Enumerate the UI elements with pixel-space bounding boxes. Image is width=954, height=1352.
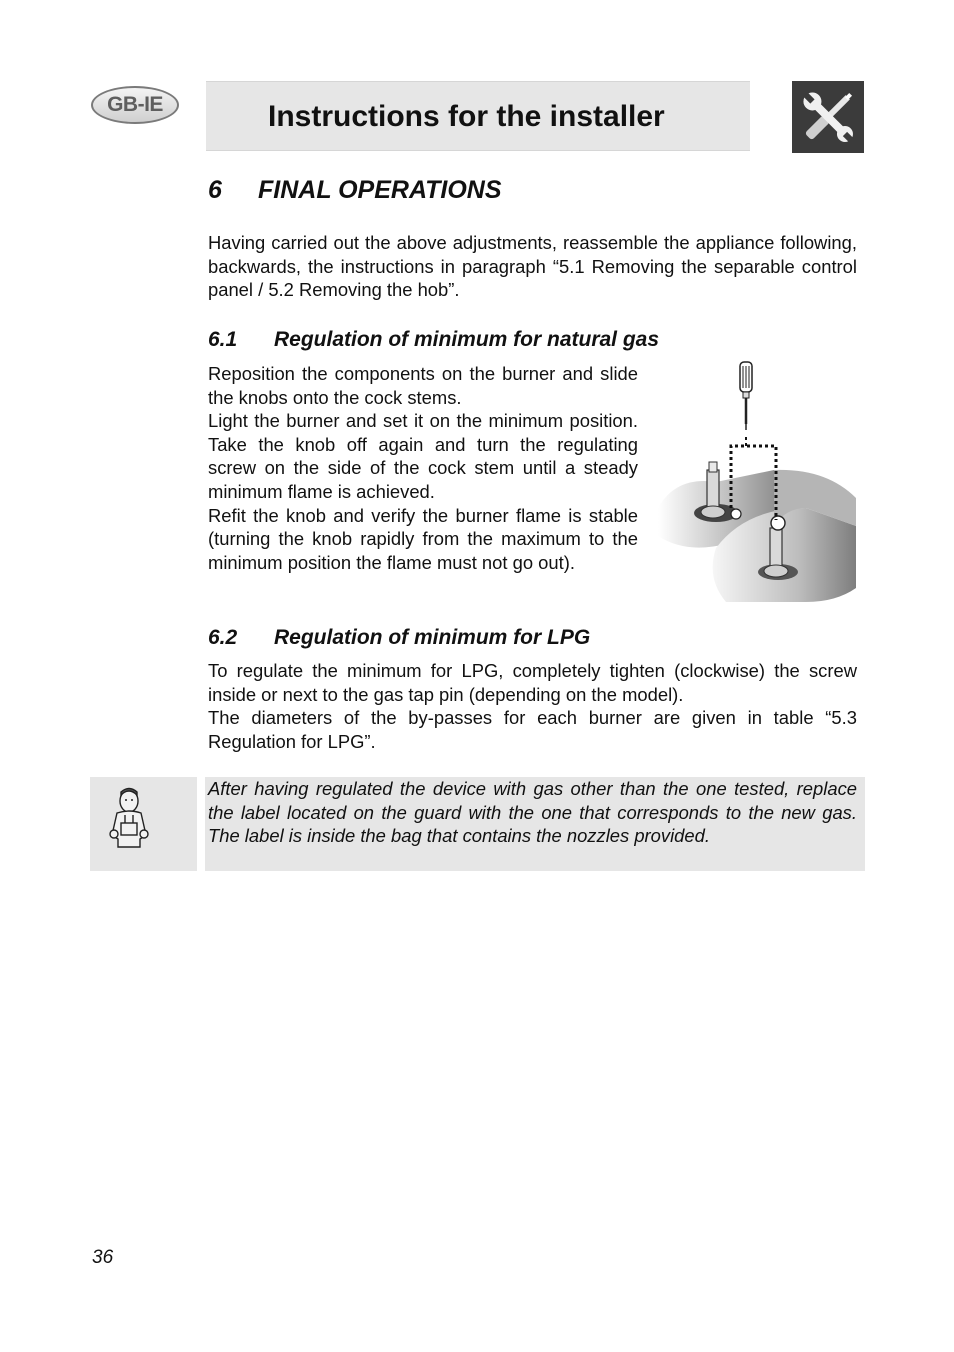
- note-text: After having regulated the device with gas other than the one tested, replace the label located on the guard with the one that corresponds to the new gas. The label is inside the bag that contains the nozzles provided.: [208, 778, 857, 847]
- subsection-2-heading: [208, 626, 590, 650]
- page-number: 36: [92, 1247, 114, 1268]
- section-number: 6: [208, 176, 222, 204]
- burner-regulation-screwdriver-icon: [656, 358, 858, 602]
- header-title-bar: [206, 81, 750, 151]
- subsection-1-text: [208, 362, 638, 574]
- section-intro: Having carried out the above adjustments, reassemble the appliance following, backwards, the instructions in paragraph “5.1 Removing the separable control panel / 5.2 Removing the hob”.: [208, 232, 857, 301]
- subsection-1-title: Regulation of minimum for natural gas: [274, 328, 660, 351]
- subsection-2-text: [208, 659, 857, 753]
- technician-icon-box: [90, 777, 197, 871]
- page-title: Instructions for the installer: [268, 100, 665, 133]
- subsection-2-number: 6.2: [208, 626, 238, 649]
- region-badge-label: GB-IE: [107, 93, 163, 116]
- subsection-1-paragraph: Light the burner and set it on the minimum position. Take the knob off again and turn the regulating screw on the side of the cock stem until a steady minimum flame is achieved.: [208, 410, 638, 502]
- section-title: FINAL OPERATIONS: [258, 176, 502, 204]
- subsection-1-heading: [208, 328, 659, 352]
- subsection-1-paragraph: Refit the knob and verify the burner flame is stable (turning the knob rapidly from the maximum to the minimum position the flame must not go out).: [208, 504, 638, 573]
- subsection-2-paragraph: The diameters of the by-passes for each burner are given in table “5.3 Regulation for LPG”.: [208, 707, 857, 752]
- wrench-screwdriver-icon: [792, 81, 864, 153]
- technician-icon: [90, 777, 197, 871]
- subsection-1-number: 6.1: [208, 328, 238, 351]
- subsection-1-paragraph: Reposition the components on the burner and slide the knobs onto the cock stems.: [208, 363, 638, 408]
- note-box: [205, 777, 865, 871]
- section-heading: [208, 176, 502, 205]
- region-badge: [91, 86, 179, 124]
- subsection-2-title: Regulation of minimum for LPG: [274, 626, 591, 649]
- subsection-2-paragraph: To regulate the minimum for LPG, completely tighten (clockwise) the screw inside or next to the gas tap pin (depending on the model).: [208, 660, 857, 705]
